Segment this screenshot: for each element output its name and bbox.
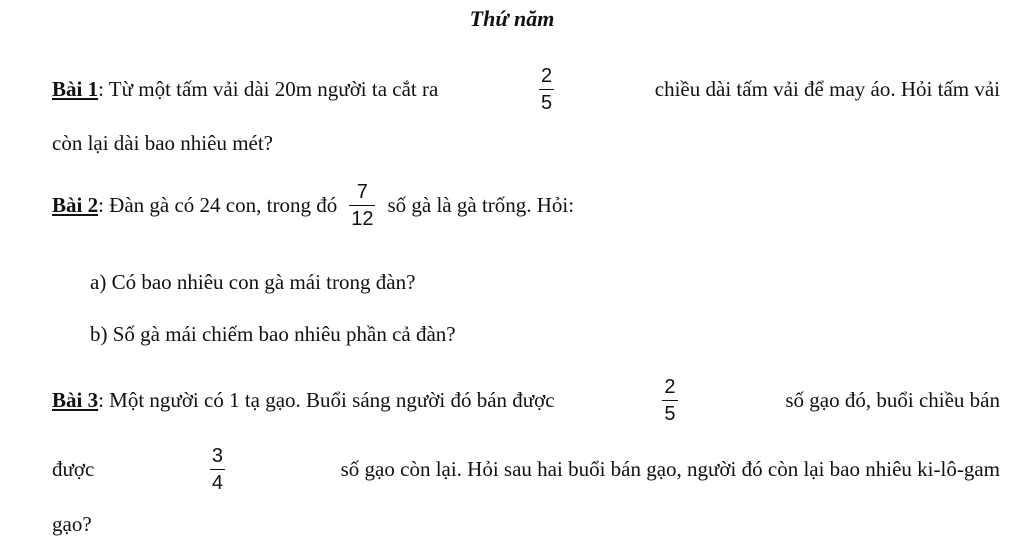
exercise-1-line-1 bbox=[52, 66, 1000, 113]
page-title: Thứ năm bbox=[469, 6, 555, 31]
exercise-2-text-after: số gà là gà trống. Hỏi: bbox=[387, 193, 575, 217]
exercise-3-fraction-1 bbox=[662, 377, 677, 424]
exercise-2-item-b: b) Số gà mái chiếm bao nhiêu phần cả đàn? bbox=[90, 322, 456, 346]
exercise-3-line-3: gạo? bbox=[52, 512, 92, 536]
exercise-3-text-mid: số gạo đó, buổi chiều bán bbox=[785, 388, 1000, 412]
fraction-denominator: 5 bbox=[664, 403, 676, 425]
exercise-2-label: Bài 2 bbox=[52, 193, 99, 217]
fraction-denominator: 4 bbox=[211, 472, 224, 494]
exercise-1-fraction bbox=[539, 66, 554, 113]
fraction-numerator: 2 bbox=[539, 66, 554, 90]
exercise-1-text-before: : Từ một tấm vải dài 20m người ta cắt ra bbox=[98, 77, 439, 101]
exercise-3-line-2-after: số gạo còn lại. Hỏi sau hai buổi bán gạo, người đó còn lại bao nhiêu ki-lô-gam bbox=[340, 457, 1000, 481]
exercise-2-text-before: : Đàn gà có 24 con, trong đó bbox=[98, 193, 338, 217]
exercise-3-fraction-2 bbox=[210, 446, 225, 493]
exercise-1-text-after: chiều dài tấm vải để may áo. Hỏi tấm vải bbox=[654, 77, 1000, 101]
fraction-denominator: 12 bbox=[351, 208, 374, 230]
exercise-3-label: Bài 3 bbox=[52, 388, 99, 412]
exercise-3-text-before: : Một người có 1 tạ gạo. Buổi sáng người đó bán được bbox=[98, 388, 555, 412]
exercise-3-line-2 bbox=[52, 446, 1000, 493]
exercise-2-line-1 bbox=[52, 182, 574, 229]
fraction-numerator: 2 bbox=[662, 377, 677, 401]
exercise-2-fraction bbox=[349, 182, 375, 229]
exercise-1-label: Bài 1 bbox=[52, 77, 99, 101]
fraction-numerator: 3 bbox=[210, 446, 225, 470]
exercise-3-line-2-before: được bbox=[52, 457, 95, 481]
fraction-numerator: 7 bbox=[349, 182, 375, 206]
exercise-1-line-2: còn lại dài bao nhiêu mét? bbox=[52, 131, 274, 155]
exercise-3-line-1 bbox=[52, 377, 1000, 424]
fraction-denominator: 5 bbox=[541, 92, 553, 114]
exercise-2-item-a: a) Có bao nhiêu con gà mái trong đàn? bbox=[90, 270, 416, 294]
